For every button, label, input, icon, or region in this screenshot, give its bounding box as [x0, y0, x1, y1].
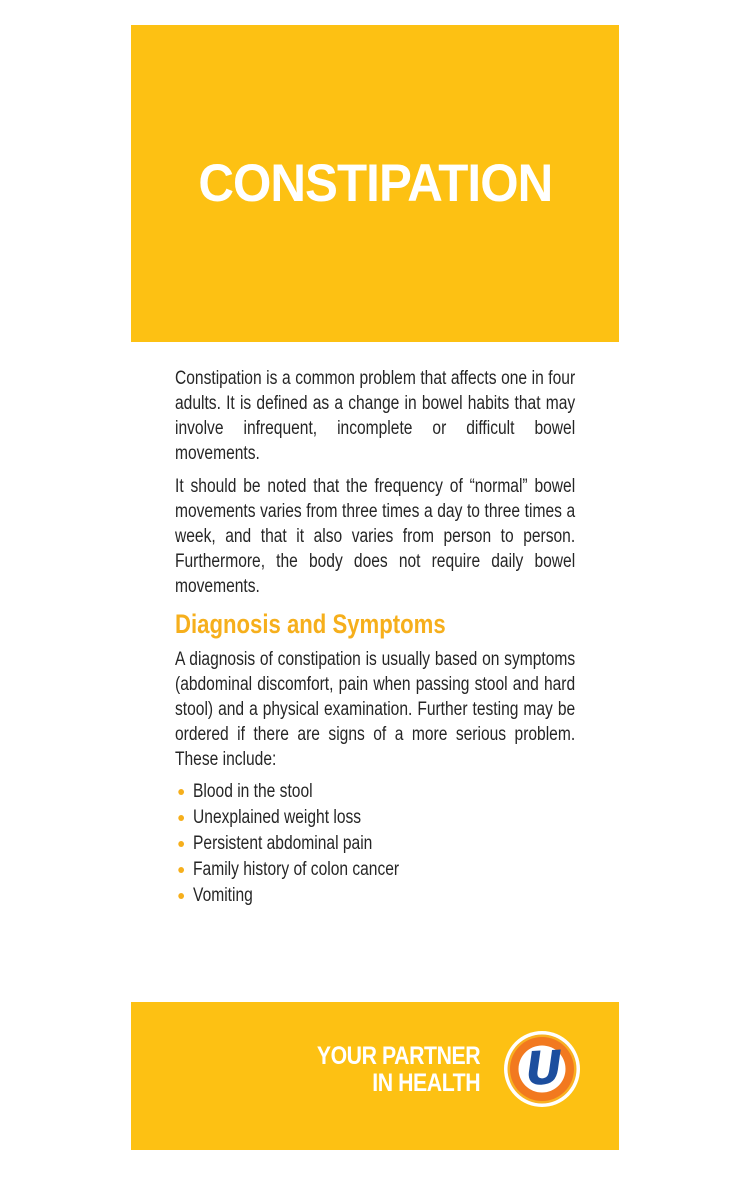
list-item [175, 857, 575, 883]
brand-logo [504, 1031, 580, 1107]
bullet-dot-icon [178, 893, 184, 899]
list-item [175, 831, 575, 857]
tagline-line-2: IN HEALTH [372, 1069, 480, 1097]
list-item-label: Vomiting [193, 885, 253, 906]
tagline-line-1: YOUR PARTNER [316, 1042, 480, 1070]
bullet-dot-icon [178, 867, 184, 873]
intro-paragraph-1: Constipation is a common problem that affects one in four adults. It is defined as a change in bowel habits that may involve infrequent, incomplete or difficult bowel movements. [175, 368, 576, 464]
logo-letter: U [523, 1039, 565, 1096]
list-item-label: Blood in the stool [193, 781, 313, 802]
section-paragraph: A diagnosis of constipation is usually based on symptoms (abdominal discomfort, pain when passing stool and hard stool) and a physical examination. Further testing may be ordered if there are signs of a more serious problem. These include: [175, 649, 576, 770]
document-title: CONSTIPATION [198, 154, 552, 213]
list-item-label: Unexplained weight loss [193, 807, 362, 828]
hero-banner [131, 25, 619, 342]
symptom-list [175, 779, 575, 909]
bullet-dot-icon [178, 789, 184, 795]
list-item [175, 883, 575, 909]
intro-paragraph-2: It should be noted that the frequency of “normal” bowel movements varies from three times a day to three times a week, and that it also varies from person to person. Furthermore, the body does not require daily bowel movements. [175, 476, 576, 597]
list-item [175, 779, 575, 805]
list-item-label: Persistent abdominal pain [193, 833, 373, 854]
list-item-label: Family history of colon cancer [193, 859, 400, 880]
footer-banner [131, 1002, 619, 1150]
section-heading: Diagnosis and Symptoms [175, 609, 446, 639]
body-copy [175, 366, 575, 909]
footer-tagline [317, 1043, 480, 1097]
list-item [175, 805, 575, 831]
bullet-dot-icon [178, 841, 184, 847]
bullet-dot-icon [178, 815, 184, 821]
